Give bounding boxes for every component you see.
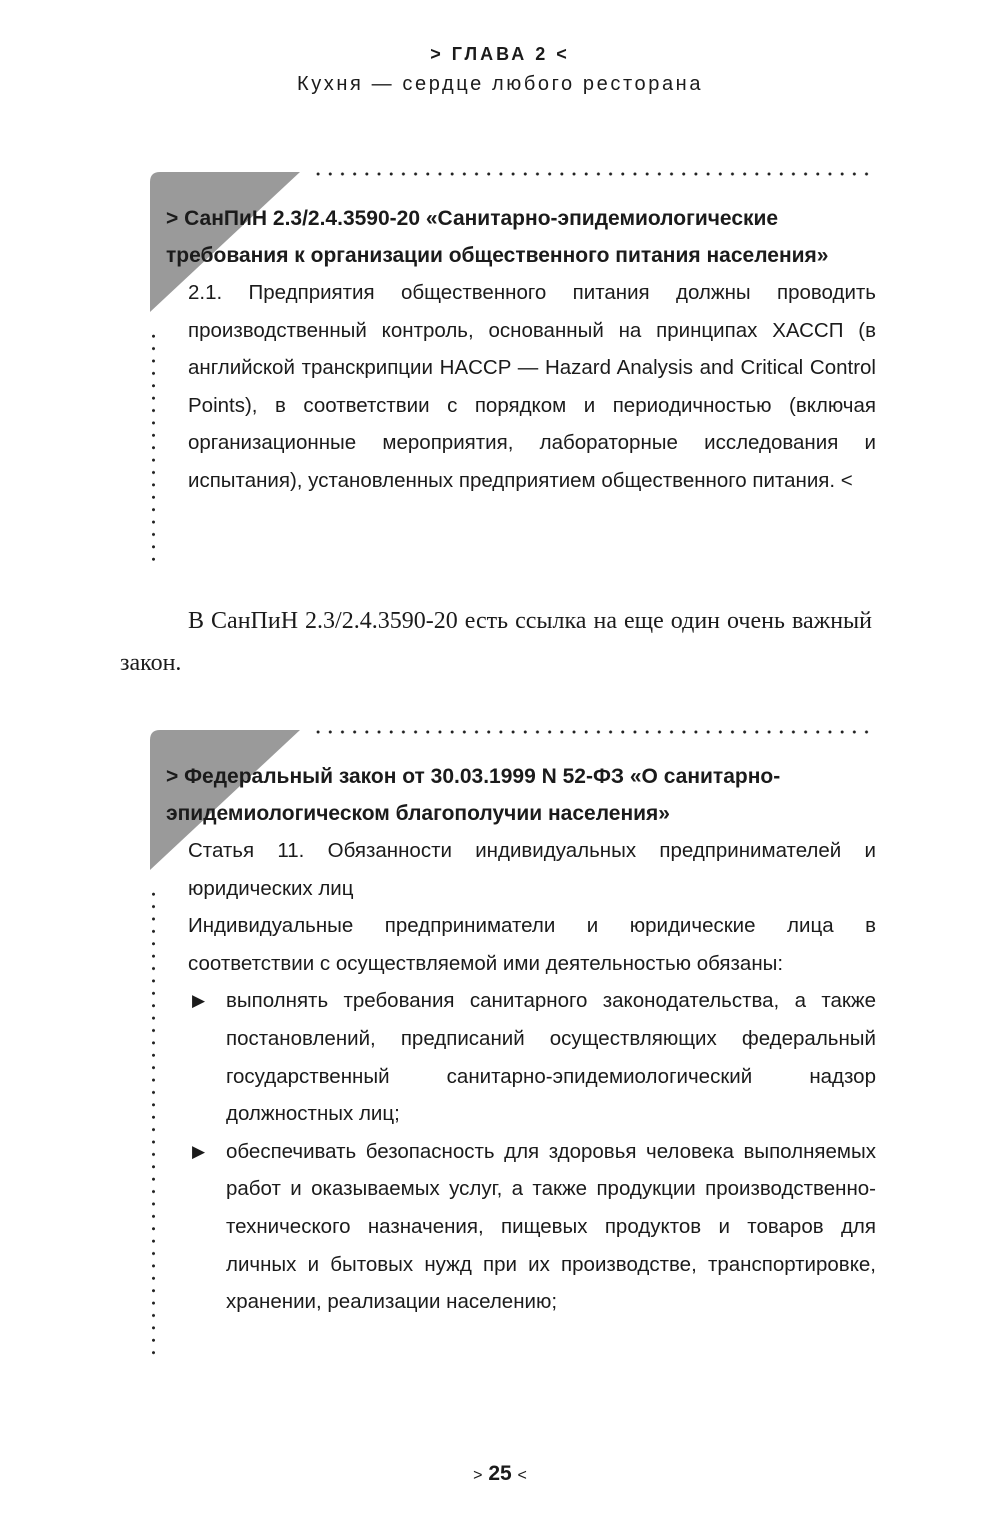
dotted-border-left — [151, 330, 156, 562]
page-arrow-left: > — [473, 1467, 483, 1484]
running-header — [0, 44, 1000, 96]
sanpin-callout-box — [150, 172, 876, 572]
list-item-text: выполнять требования санитарного законодательства, а также постановлений, предписаний осуществляющих федеральный государственный санитарно-эпидемиологический надзор должностных лиц; — [226, 989, 876, 1126]
callout-paragraph: 2.1. Предприятия общественного питания должны проводить производственный контроль, основанный на принципах ХАССП (в английской транскрипции HACCP — Hazard Analysis and Critical Control Points), в соответствии с порядком и периодичностью (включая организационные мероприятия, лабораторные исследования и испытания), установленных предприятием общественного питания. < — [188, 281, 876, 492]
page-number-value: 25 — [488, 1462, 512, 1485]
article-heading: Статья 11. Обязанности индивидуальных предпринимателей и юридических лиц — [188, 839, 876, 900]
list-item — [188, 982, 876, 1132]
intro-paragraph: Индивидуальные предприниматели и юридические лица в соответствии с осуществляемой ими деятельностью обязаны: — [188, 914, 876, 975]
dotted-border-left — [151, 888, 156, 1358]
triangle-bullet-icon: ▶ — [192, 991, 206, 1011]
federal-law-callout-box — [150, 730, 876, 1360]
chapter-title: Кухня — сердце любого ресторана — [296, 73, 704, 95]
page-number — [0, 1462, 1000, 1486]
body-paragraph: В СанПиН 2.3/2.4.3590-20 есть ссылка на еще один очень важный закон. — [120, 608, 872, 676]
dotted-border-top — [312, 172, 876, 176]
callout-title: > Федеральный закон от 30.03.1999 N 52-ФЗ «О санитарно-эпидемиологическом благополучии населения» — [166, 765, 781, 825]
obligations-list — [188, 982, 876, 1320]
callout-title: > СанПиН 2.3/2.4.3590-20 «Санитарно-эпидемиологические требования к организации общественного питания населения» — [166, 207, 829, 267]
dotted-border-top — [312, 730, 876, 734]
list-item-text: обеспечивать безопасность для здоровья человека выполняемых работ и оказываемых услуг, а также продукции производственно-технического назначения, пищевых продуктов и товаров для личных и бытовых нужд при их производстве, транспортировке, хранении, реализации населению; — [226, 1139, 876, 1314]
list-item — [188, 1133, 876, 1321]
triangle-bullet-icon: ▶ — [192, 1141, 206, 1161]
chapter-label: > ГЛАВА 2 < — [430, 44, 570, 64]
page-arrow-right: < — [517, 1467, 527, 1484]
